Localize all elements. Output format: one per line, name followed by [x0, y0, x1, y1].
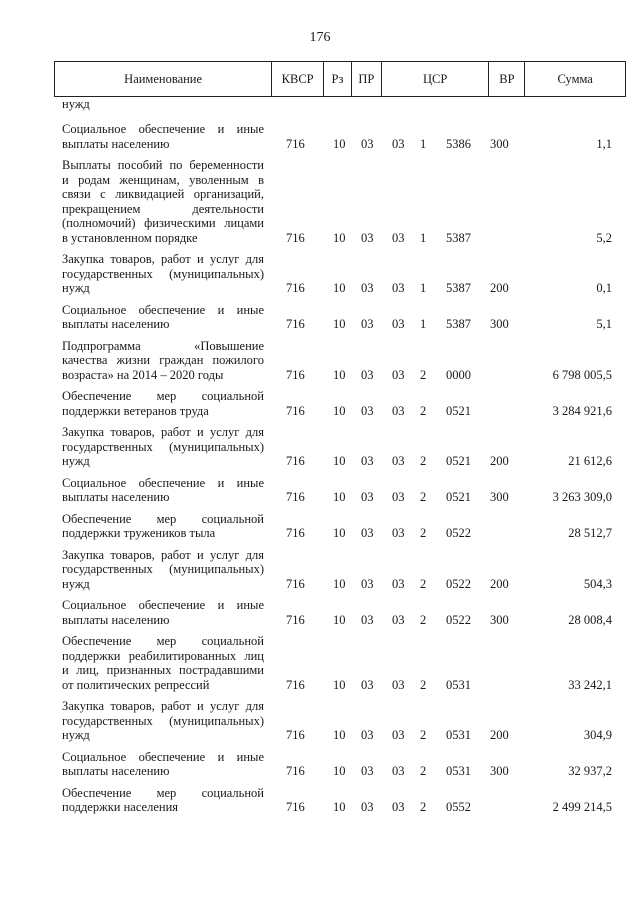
rz-cell: 10 [333, 576, 346, 591]
name-line: Социальное обеспечение и иные [62, 598, 264, 612]
name-cell [62, 699, 264, 743]
csr-part3-cell: 0531 [446, 728, 471, 742]
table-row [0, 296, 640, 332]
table-row [0, 505, 640, 541]
name-cell [62, 548, 264, 592]
csr-part3-cell: 5386 [446, 136, 471, 151]
sum-cell: 28 008,4 [568, 612, 612, 627]
kvsr-cell: 716 [286, 612, 305, 627]
rz-cell: 10 [333, 612, 346, 627]
table-row [0, 779, 640, 815]
name-cell [62, 122, 264, 151]
name-line: выплаты населению [62, 136, 170, 151]
csr-part3-cell: 0522 [446, 576, 471, 591]
csr-part1-cell: 03 [392, 281, 405, 295]
csr-part1-cell: 03 [392, 490, 405, 504]
table-row [0, 151, 640, 245]
pr-cell: 03 [361, 403, 374, 418]
table-row [0, 743, 640, 779]
name-line: выплаты населению [62, 764, 170, 778]
name-line: выплаты населению [62, 490, 170, 504]
header-kvsr: КВСР [272, 62, 324, 96]
pr-cell: 03 [361, 526, 374, 540]
sum-cell: 3 284 921,6 [552, 403, 612, 418]
rz-cell: 10 [333, 136, 346, 151]
kvsr-cell: 716 [286, 281, 305, 295]
csr-part2-cell: 2 [420, 490, 427, 504]
name-line: государственных (муниципальных) [62, 713, 264, 728]
vr-cell: 200 [490, 454, 509, 468]
table-row [0, 469, 640, 505]
table-row [0, 591, 640, 627]
table-row [0, 332, 640, 383]
sum-cell: 504,3 [583, 576, 612, 591]
kvsr-cell: 716 [286, 764, 305, 778]
name-cell [62, 252, 264, 296]
name-line: нужд [62, 576, 90, 591]
csr-part1-cell: 03 [392, 728, 405, 742]
rz-cell: 10 [333, 677, 346, 692]
csr-part2-cell: 2 [420, 367, 427, 382]
kvsr-cell: 716 [286, 136, 305, 151]
csr-part3-cell: 5387 [446, 281, 471, 295]
sum-cell: 5,1 [596, 317, 612, 331]
rz-cell: 10 [333, 728, 346, 742]
pr-cell: 03 [361, 800, 374, 814]
rz-cell: 10 [333, 403, 346, 418]
name-line: поддержки населения [62, 800, 179, 814]
csr-part3-cell: 5387 [446, 230, 471, 245]
csr-part1-cell: 03 [392, 526, 405, 540]
vr-cell: 200 [490, 728, 509, 742]
name-line: (полномочий) физическими лицами [62, 216, 264, 230]
pr-cell: 03 [361, 367, 374, 382]
pr-cell: 03 [361, 764, 374, 778]
sum-cell: 33 242,1 [568, 677, 612, 692]
csr-part1-cell: 03 [392, 612, 405, 627]
name-line: Социальное обеспечение и иные [62, 475, 264, 490]
pr-cell: 03 [361, 576, 374, 591]
rz-cell: 10 [333, 367, 346, 382]
csr-part1-cell: 03 [392, 800, 405, 814]
continuation-row [0, 97, 640, 115]
pr-cell: 03 [361, 230, 374, 245]
sum-cell: 5,2 [596, 230, 612, 245]
pr-cell: 03 [361, 317, 374, 331]
name-cell [62, 512, 264, 541]
name-cell [62, 303, 264, 332]
name-line: поддержки ветеранов труда [62, 403, 209, 418]
name-line: Закупка товаров, работ и услуг для [62, 547, 264, 562]
pr-cell: 03 [361, 281, 374, 295]
rz-cell: 10 [333, 800, 346, 814]
csr-part1-cell: 03 [392, 317, 405, 331]
csr-part1-cell: 03 [392, 576, 405, 591]
csr-part2-cell: 2 [420, 403, 427, 418]
sum-cell: 28 512,7 [568, 526, 612, 540]
name-cell [62, 339, 264, 383]
csr-part1-cell: 03 [392, 454, 405, 468]
csr-part2-cell: 2 [420, 728, 427, 742]
name-line: выплаты населению [62, 612, 170, 627]
page-number: 176 [309, 30, 331, 45]
csr-part2-cell: 2 [420, 526, 427, 540]
name-line: поддержки тружеников тыла [62, 526, 216, 540]
csr-part2-cell: 2 [420, 764, 427, 778]
vr-cell: 300 [490, 136, 509, 151]
rz-cell: 10 [333, 490, 346, 504]
name-cell [62, 476, 264, 505]
csr-part2-cell: 2 [420, 677, 427, 692]
name-line: в установленном порядке [62, 230, 198, 245]
pr-cell: 03 [361, 490, 374, 504]
rz-cell: 10 [333, 317, 346, 331]
name-line: нужд [62, 454, 90, 468]
table-row [0, 692, 640, 743]
csr-part1-cell: 03 [392, 764, 405, 778]
pr-cell: 03 [361, 454, 374, 468]
table-row [0, 627, 640, 692]
name-line: государственных (муниципальных) [62, 266, 264, 281]
header-pr: ПР [352, 62, 382, 96]
csr-part3-cell: 0552 [446, 800, 471, 814]
name-cell [62, 786, 264, 815]
csr-part3-cell: 0531 [446, 764, 471, 778]
table-body [0, 97, 640, 815]
csr-part1-cell: 03 [392, 136, 405, 151]
rz-cell: 10 [333, 526, 346, 540]
csr-part3-cell: 5387 [446, 317, 471, 331]
name-line: Обеспечение мер социальной [62, 634, 264, 648]
table-header [54, 61, 626, 97]
name-line: Социальное обеспечение и иные [62, 302, 264, 317]
name-cell [62, 158, 264, 245]
csr-part3-cell: 0000 [446, 367, 471, 382]
pr-cell: 03 [361, 728, 374, 742]
kvsr-cell: 716 [286, 454, 305, 468]
table-row [0, 418, 640, 469]
name-line: качества жизни граждан пожилого [62, 353, 264, 367]
sum-cell: 3 263 309,0 [552, 490, 612, 504]
name-line: Обеспечение мер социальной [62, 389, 264, 403]
name-line: выплаты населению [62, 317, 170, 331]
csr-part2-cell: 2 [420, 576, 427, 591]
name-line: нужд [62, 728, 90, 742]
csr-part2-cell: 2 [420, 454, 427, 468]
kvsr-cell: 716 [286, 576, 305, 591]
sum-cell: 304,9 [583, 728, 612, 742]
name-line: государственных (муниципальных) [62, 439, 264, 454]
name-line: возраста» на 2014 – 2020 годы [62, 367, 224, 382]
kvsr-cell: 716 [286, 677, 305, 692]
rz-cell: 10 [333, 230, 346, 245]
csr-part1-cell: 03 [392, 403, 405, 418]
sum-cell: 6 798 005,5 [552, 367, 612, 382]
name-line: нужд [62, 281, 90, 295]
sum-cell: 2 499 214,5 [552, 800, 612, 814]
name-line: Социальное обеспечение и иные [62, 749, 264, 764]
vr-cell: 300 [490, 317, 509, 331]
kvsr-cell: 716 [286, 317, 305, 331]
name-line: и родам женщинам, уволенным в [62, 172, 264, 187]
rz-cell: 10 [333, 281, 346, 295]
csr-part1-cell: 03 [392, 230, 405, 245]
csr-part2-cell: 1 [420, 136, 427, 151]
pr-cell: 03 [361, 136, 374, 151]
name-cell [62, 634, 264, 692]
kvsr-cell: 716 [286, 728, 305, 742]
pr-cell: 03 [361, 612, 374, 627]
csr-part3-cell: 0522 [446, 526, 471, 540]
name-line: Подпрограмма «Повышение [62, 338, 264, 353]
csr-part3-cell: 0521 [446, 490, 471, 504]
name-line: государственных (муниципальных) [62, 562, 264, 576]
vr-cell: 300 [490, 612, 509, 627]
header-rz: Рз [324, 62, 352, 96]
csr-part2-cell: 2 [420, 800, 427, 814]
sum-cell: 1,1 [596, 136, 612, 151]
header-name: Наименование [55, 62, 272, 96]
header-vr: ВР [489, 62, 525, 96]
name-line: Социальное обеспечение и иные [62, 122, 264, 136]
name-line: от политических репрессий [62, 677, 210, 692]
name-line: Обеспечение мер социальной [62, 785, 264, 800]
name-line: Закупка товаров, работ и услуг для [62, 425, 264, 439]
sum-cell: 32 937,2 [568, 764, 612, 778]
name-cell [62, 389, 264, 418]
header-sum: Сумма [557, 71, 593, 86]
vr-cell: 200 [490, 576, 509, 591]
vr-cell: 300 [490, 764, 509, 778]
csr-part2-cell: 1 [420, 230, 427, 245]
csr-part3-cell: 0531 [446, 677, 471, 692]
name-line: связи с ликвидацией организаций, [62, 187, 264, 201]
vr-cell: 300 [490, 490, 509, 504]
csr-part1-cell: 03 [392, 367, 405, 382]
rz-cell: 10 [333, 454, 346, 468]
kvsr-cell: 716 [286, 490, 305, 504]
csr-part3-cell: 0521 [446, 454, 471, 468]
kvsr-cell: 716 [286, 367, 305, 382]
kvsr-cell: 716 [286, 403, 305, 418]
name-line: прекращением деятельности [62, 201, 264, 216]
name-cell [62, 598, 264, 627]
sum-cell: 0,1 [596, 281, 612, 295]
name-line: Закупка товаров, работ и услуг для [62, 252, 264, 266]
name-line: Выплаты пособий по беременности [62, 158, 264, 172]
sum-cell: 21 612,6 [568, 454, 612, 468]
csr-part3-cell: 0521 [446, 403, 471, 418]
table-row [0, 115, 640, 151]
header-csr: ЦСР [382, 62, 490, 96]
name-line: Обеспечение мер социальной [62, 511, 264, 526]
kvsr-cell: 716 [286, 526, 305, 540]
kvsr-cell: 716 [286, 800, 305, 814]
csr-part2-cell: 1 [420, 317, 427, 331]
rz-cell: 10 [333, 764, 346, 778]
continuation-text: нужд [62, 97, 90, 111]
table-row [0, 245, 640, 296]
name-cell [62, 750, 264, 779]
table-row [0, 382, 640, 418]
csr-part1-cell: 03 [392, 677, 405, 692]
table-row [0, 541, 640, 592]
csr-part2-cell: 2 [420, 612, 427, 627]
name-line: поддержки реабилитированных лиц [62, 648, 264, 663]
csr-part2-cell: 1 [420, 281, 427, 295]
pr-cell: 03 [361, 677, 374, 692]
vr-cell: 200 [490, 281, 509, 295]
name-line: и лиц, признанных пострадавшими [62, 663, 264, 677]
name-line: Закупка товаров, работ и услуг для [62, 699, 264, 713]
csr-part3-cell: 0522 [446, 612, 471, 627]
kvsr-cell: 716 [286, 230, 305, 245]
name-cell [62, 425, 264, 469]
